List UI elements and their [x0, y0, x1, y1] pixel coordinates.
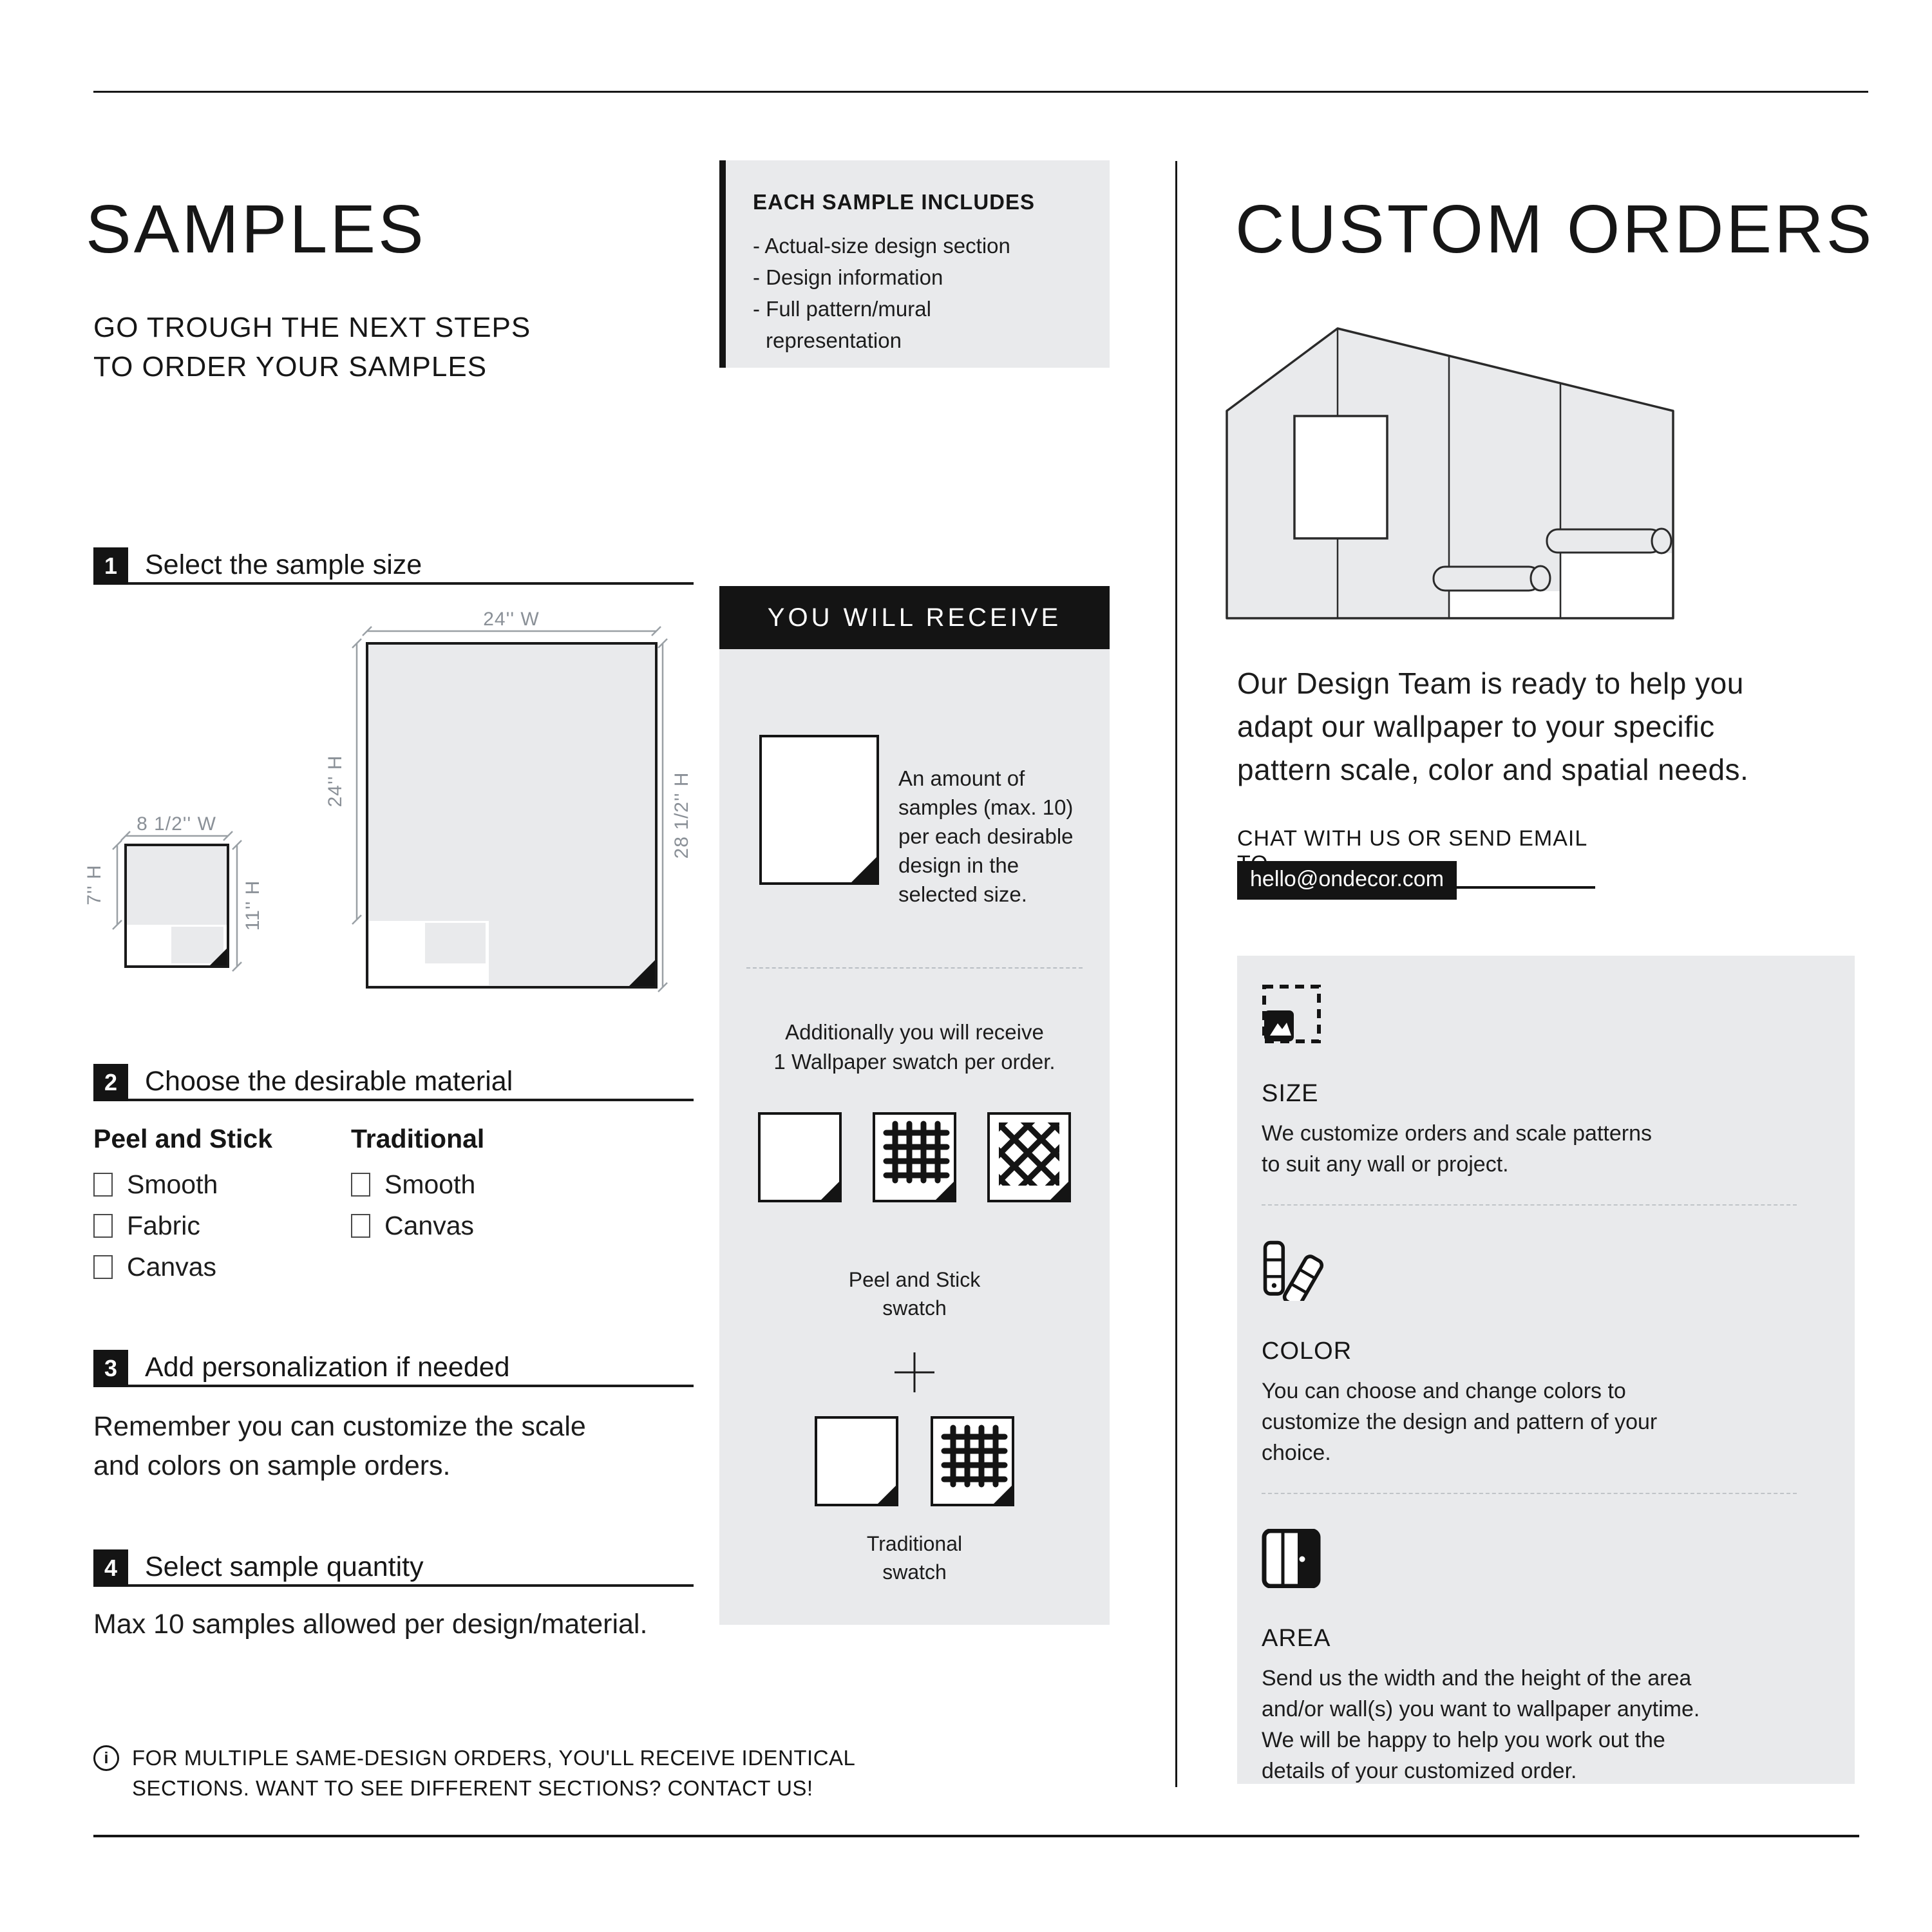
includes-item: - Full pattern/mural	[753, 297, 931, 321]
column-divider	[1175, 161, 1177, 1787]
feature-text-size: We customize orders and scale patterns to suit any wall or project.	[1262, 1121, 1652, 1177]
includes-item: - Actual-size design section	[753, 234, 1010, 258]
step-4-badge: 4	[93, 1549, 128, 1587]
feature-heading-color: COLOR	[1262, 1338, 1352, 1365]
dim-small-width: 8 1/2'' W	[137, 813, 216, 835]
feature-heading-size: SIZE	[1262, 1080, 1319, 1107]
traditional-swatch-row	[719, 1416, 1110, 1506]
step-4-label: Select sample quantity	[128, 1549, 694, 1587]
material-option-canvas[interactable]	[351, 1211, 596, 1241]
dim-large-height-left: 24'' H	[325, 755, 346, 808]
dim-large-width: 24'' W	[483, 609, 540, 630]
step-1-header	[93, 547, 694, 585]
includes-title: EACH SAMPLE INCLUDES	[753, 190, 1036, 214]
material-option-smooth[interactable]	[93, 1170, 338, 1200]
material-column-peel-and-stick	[93, 1124, 338, 1293]
step-3-label: Add personalization if needed	[128, 1350, 694, 1387]
dim-small-height-right: 11'' H	[242, 880, 263, 931]
footnote	[93, 1743, 898, 1803]
samples-subtitle: GO TROUGH THE NEXT STEPS TO ORDER YOUR SAMPLES	[93, 312, 531, 383]
wall-panels-icon	[1262, 1529, 1321, 1588]
sample-size-diagram	[84, 602, 702, 1008]
material-option-label: Canvas	[384, 1211, 475, 1240]
plus-icon	[895, 1352, 934, 1392]
swatch-blank-icon	[758, 1112, 842, 1202]
step-2-header	[93, 1064, 694, 1101]
material-option-label: Smooth	[384, 1170, 476, 1199]
custom-orders-title: CUSTOM ORDERS	[1235, 191, 1875, 268]
step-4-header	[93, 1549, 694, 1587]
material-title: Traditional	[351, 1124, 485, 1153]
feature-text-area: Send us the width and the height of the area and/or wall(s) you want to wallpaper anytime. We will be happy to help you work out the details of your customized order.	[1262, 1666, 1700, 1783]
material-option-label: Smooth	[127, 1170, 218, 1199]
material-option-label: Canvas	[127, 1252, 217, 1282]
checkbox[interactable]	[93, 1173, 113, 1197]
additionally-text: Additionally you will receive 1 Wallpaper swatch per order.	[773, 1020, 1056, 1074]
checkbox[interactable]	[351, 1214, 370, 1238]
step-3-badge: 3	[93, 1350, 128, 1387]
swatch-grid-icon	[931, 1416, 1014, 1506]
material-column-traditional	[351, 1124, 596, 1252]
checkbox[interactable]	[93, 1255, 113, 1279]
you-will-receive-panel	[719, 649, 1110, 1625]
custom-orders-panel	[1237, 956, 1855, 1784]
color-swatches-icon	[1262, 1240, 1325, 1301]
footnote-text: FOR MULTIPLE SAME-DESIGN ORDERS, YOU'LL RECEIVE IDENTICAL SECTIONS. WANT TO SEE DIFFERENT SECTIONS? CONTACT US!	[132, 1746, 856, 1800]
peel-and-stick-swatch-label: Peel and Stick swatch	[848, 1268, 981, 1320]
plus-row	[719, 1352, 1110, 1392]
crop-resize-icon	[1262, 984, 1321, 1043]
step-4-text: Max 10 samples allowed per design/material.	[93, 1609, 648, 1640]
step-3-header	[93, 1350, 694, 1387]
dim-small-height-left: 7'' H	[84, 864, 105, 905]
feature-heading-area: AREA	[1262, 1625, 1331, 1652]
sample-page-icon	[759, 735, 879, 885]
feature-text-color: You can choose and change colors to customize the design and pattern of your choice.	[1262, 1379, 1658, 1465]
step-2-label: Choose the desirable material	[128, 1064, 694, 1101]
dashed-divider	[746, 967, 1083, 969]
you-will-receive-banner: YOU WILL RECEIVE	[719, 586, 1110, 649]
dashed-divider	[1262, 1204, 1797, 1206]
samples-title: SAMPLES	[86, 191, 426, 268]
step-3-text: Remember you can customize the scale and colors on sample orders.	[93, 1411, 586, 1481]
material-option-canvas[interactable]	[93, 1252, 338, 1282]
step-1-badge: 1	[93, 547, 128, 585]
top-rule	[93, 91, 1868, 93]
info-icon: i	[93, 1745, 119, 1771]
checkbox[interactable]	[351, 1173, 370, 1197]
swatch-grid-icon	[873, 1112, 956, 1202]
house-wallpaper-illustration	[1220, 319, 1684, 628]
includes-item: - Design information	[753, 265, 943, 289]
swatch-lattice-icon	[987, 1112, 1071, 1202]
material-option-label: Fabric	[127, 1211, 200, 1240]
includes-item: representation	[766, 328, 902, 352]
each-sample-includes-box	[719, 160, 1110, 368]
step-1-label: Select the sample size	[128, 547, 694, 585]
design-team-intro: Our Design Team is ready to help you adapt our wallpaper to your specific pattern scale, color and spatial needs.	[1237, 667, 1749, 786]
dashed-divider	[1262, 1493, 1797, 1494]
material-option-fabric[interactable]	[93, 1211, 338, 1241]
swatch-blank-icon	[815, 1416, 898, 1506]
chat-label: CHAT WITH US OR SEND EMAIL	[1237, 826, 1595, 889]
bottom-rule	[93, 1835, 1859, 1837]
material-title: Peel and Stick	[93, 1124, 273, 1153]
material-option-smooth[interactable]	[351, 1170, 596, 1200]
step-2-badge: 2	[93, 1064, 128, 1101]
email-address[interactable]: hello@ondecor.com	[1237, 861, 1457, 900]
checkbox[interactable]	[93, 1214, 113, 1238]
traditional-swatch-label: Traditional swatch	[866, 1532, 963, 1584]
dim-large-height-right: 28 1/2'' H	[671, 772, 692, 859]
amount-text: An amount of samples (max. 10) per each desirable design in the selected size.	[898, 766, 1074, 906]
peel-and-stick-swatch-row	[719, 1112, 1110, 1202]
